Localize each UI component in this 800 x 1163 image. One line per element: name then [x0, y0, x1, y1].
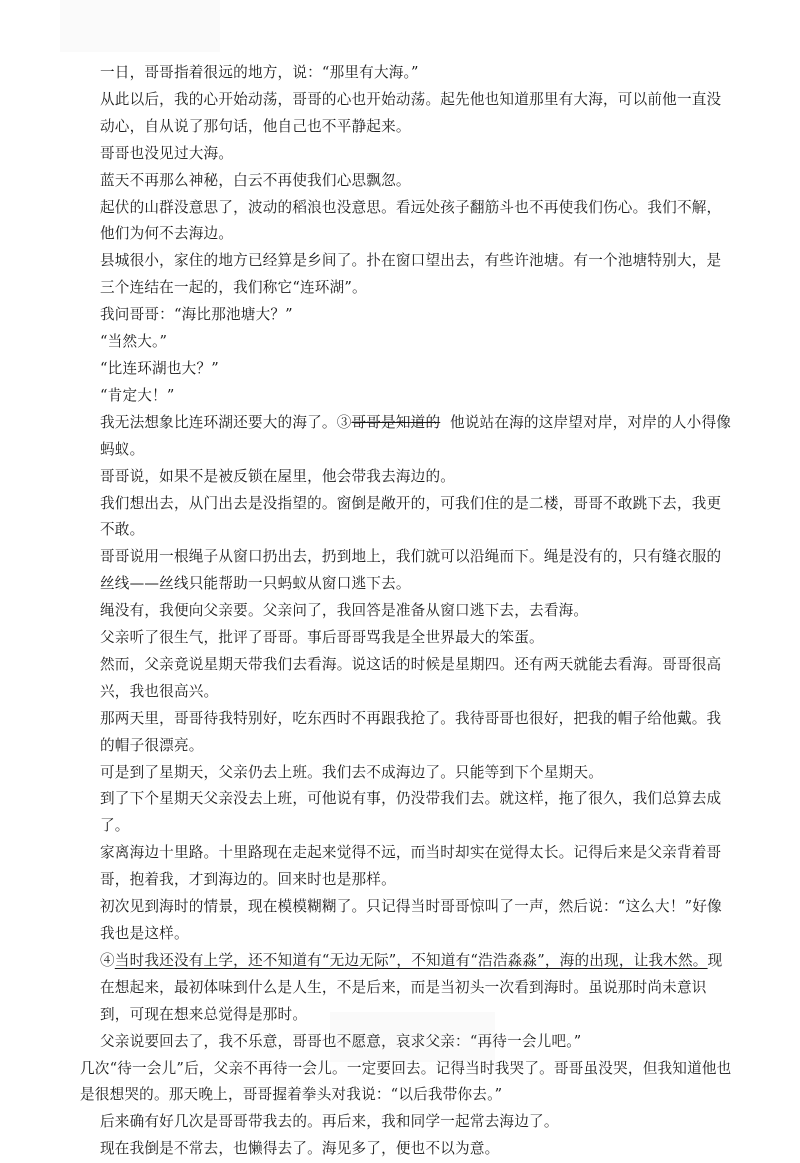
paragraph: 从此以后，我的心开始动荡，哥哥的心也开始动荡。起先他也知道那里有大海，可以前他一直没动心，自从说了那句话，他自己也不平静起来。: [100, 90, 722, 135]
scan-shade: [60, 0, 220, 52]
underlined-sentence: 当时我还没有上学，还不知道有“无边无际”，不知道有“浩浩淼淼”，海的出现，让我木然。: [114, 951, 708, 969]
paragraph: 可是到了星期天，父亲仍去上班。我们去不成海边了。只能等到下个星期天。: [100, 763, 603, 781]
paragraph: 哥哥说用一根绳子从窗口扔出去，扔到地上，我们就可以沿绳而下。绳是没有的，只有缝衣服的丝线——丝线只能帮助一只蚂蚁从窗口逃下去。: [100, 548, 722, 593]
paragraph: 初次见到海时的情景，现在模模糊糊了。只记得当时哥哥惊叫了一声，然后说：“这么大！”好像我也是这样。: [100, 898, 722, 942]
paragraph: 那两天里，哥哥待我特别好，吃东西时不再跟我抢了。我待哥哥也很好，把我的帽子给他戴。我的帽子很漂亮。: [100, 709, 722, 754]
annotation-mark-3: ③: [336, 413, 352, 431]
paragraph: 起伏的山群没意思了，波动的稻浪也没意思。看远处孩子翻筋斗也不再使我们伤心。我们不解，他们为何不去海边。: [100, 198, 722, 243]
paragraph: 绳没有，我便向父亲要。父亲问了，我回答是准备从窗口逃下去，去看海。: [100, 602, 589, 620]
paragraph: 蓝天不再那么神秘，白云不再使我们心思飘忽。: [100, 171, 411, 189]
article-body: [80, 60, 736, 1163]
annotation-tail: 他说站在海的这岸望对岸，对岸的人小得像蚂蚁。: [100, 413, 732, 458]
paragraph: 现在我倒是不常去，也懒得去了。海见多了，便也不以为意。: [100, 1140, 500, 1158]
paragraph: 哥哥也没见过大海。: [100, 144, 234, 162]
paragraph: “当然大。”: [100, 333, 168, 351]
paragraph: 我问哥哥：“海比那池塘大？”: [100, 306, 293, 324]
paragraph-with-annotation: [100, 948, 736, 1029]
paragraph-text: 我无法想象比连环湖还要大的海了。: [100, 413, 337, 431]
paragraph: 父亲听了很生气，批评了哥哥。事后哥哥骂我是全世界最大的笨蛋。: [100, 629, 544, 647]
paragraph: 几次“待一会儿”后，父亲不再待一会儿。一定要回去。记得当时我哭了。哥哥虽没哭，但我知道他也是很想哭的。那天晚上，哥哥握着拳头对我说：“以后我带你去。”: [80, 1059, 732, 1104]
paragraph-with-annotation: [100, 410, 736, 464]
paragraph-text: 现在想起来，最初体味到什么是人生，不是后来，而是当初头一次看到海时。虽说那时尚未意识到，可现在想来总觉得是那时。: [100, 951, 723, 1023]
paragraph: 哥哥说，如果不是被反锁在屋里，他会带我去海边的。: [100, 467, 456, 485]
annotation-mark-4: ④: [100, 951, 115, 969]
paragraph: 父亲说要回去了，我不乐意，哥哥也不愿意，哀求父亲：“再待一会儿吧。”: [100, 1032, 582, 1050]
paragraph: “肯定大！”: [100, 386, 175, 404]
paragraph: 家离海边十里路。十里路现在走起来觉得不远，而当时却实在觉得太长。记得后来是父亲背着哥哥，抱着我，才到海边的。回来时也是那样。: [100, 844, 722, 889]
paragraph: 后来确有好几次是哥哥带我去的。再后来，我和同学一起常去海边了。: [100, 1113, 559, 1131]
annotation-struck-text: 哥哥是知道的: [351, 413, 441, 431]
paragraph: 我们想出去，从门出去是没指望的。窗倒是敞开的，可我们住的是二楼，哥哥不敢跳下去，我更不敢。: [100, 494, 722, 539]
paragraph: 到了下个星期天父亲没去上班，可他说有事，仍没带我们去。就这样，拖了很久，我们总算去成了。: [100, 790, 722, 835]
paragraph: 然而，父亲竟说星期天带我们去看海。说这话的时候是星期四。还有两天就能去看海。哥哥很高兴，我也很高兴。: [100, 655, 722, 700]
paragraph: 县城很小，家住的地方已经算是乡间了。扑在窗口望出去，有些许池塘。有一个池塘特别大，是三个连结在一起的，我们称它“连环湖”。: [100, 252, 722, 297]
paragraph: 一日，哥哥指着很远的地方，说：“那里有大海。”: [100, 64, 419, 81]
paragraph: “比连环湖也大？”: [100, 359, 219, 377]
